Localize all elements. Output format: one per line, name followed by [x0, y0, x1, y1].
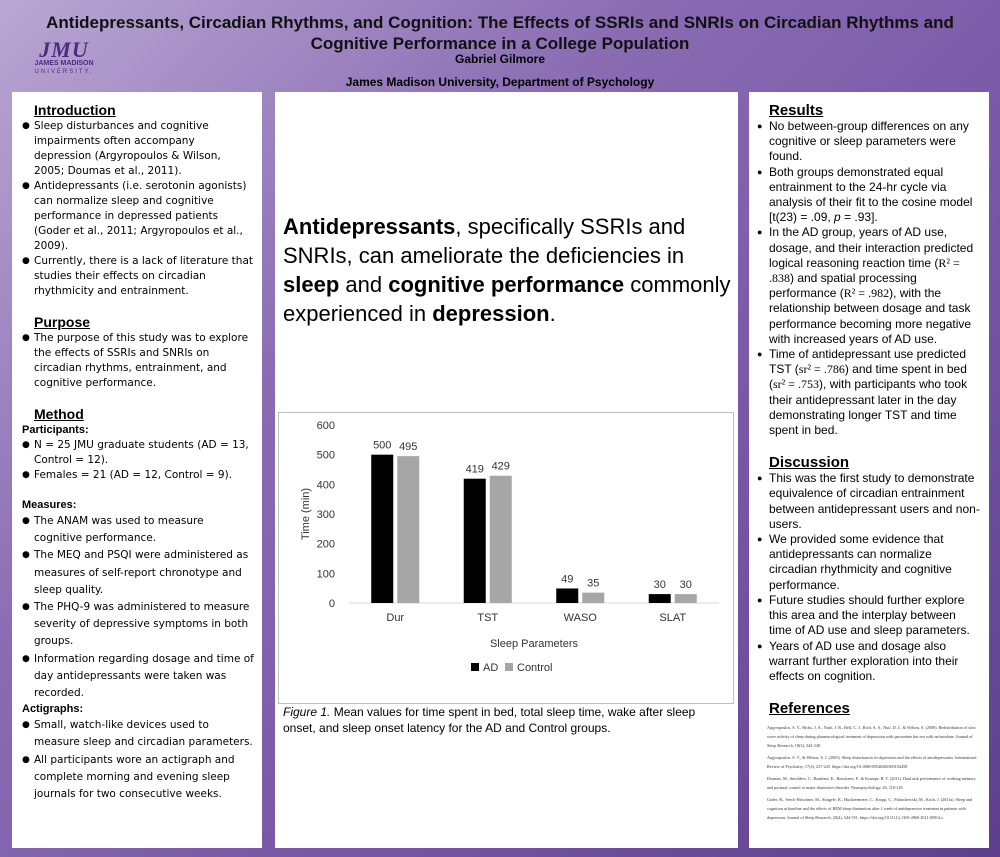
method-heading: Method	[34, 406, 84, 422]
left-panel	[12, 92, 262, 848]
list-item: ● The purpose of this study was to explore the effects of SSRIs and SNRIs on circadian rhythms, entrainment, and cognitive performance.	[22, 331, 254, 391]
list-item: ● All participants wore an actigraph and complete morning and evening sleep journals for two consecutive weeks.	[22, 752, 254, 804]
headline-text-4: .	[549, 301, 556, 326]
data-label: 30	[653, 579, 666, 592]
reference-item: Argyropoulos, S. V., & Wilson, S. J. (2005). Sleep disturbances in depression and the effects of antidepressants. International Review of Psychiatry, 17(4), 237-245. https://doi.org/10.1080/09540260500104458	[767, 755, 977, 770]
bar-ad-dur	[371, 455, 393, 603]
headline-text-2: and	[339, 272, 389, 297]
list-item	[757, 225, 981, 347]
list-item: ● Females = 21 (AD = 12, Control = 9).	[22, 468, 254, 483]
y-tick-label: 100	[316, 568, 335, 581]
purpose-list	[22, 331, 254, 391]
y-tick-label: 400	[316, 479, 335, 492]
result-text: = .93].	[840, 210, 878, 225]
y-tick-label: 600	[316, 420, 335, 432]
logo-mark: JMU	[39, 37, 89, 62]
caption-label: Figure 1.	[283, 705, 331, 719]
y-tick-label: 500	[316, 449, 335, 462]
participants-list	[22, 438, 254, 483]
data-label: 30	[679, 579, 692, 592]
actigraphs-list	[22, 717, 254, 803]
bar-ad-waso	[556, 588, 578, 603]
reference-item: Argyropoulos, S. V., Hicks, J. A., Nash, J. R., Bell, C. J., Rich, A. S., Nutt, D. J., & Wilson, S. (2009). Redistribution of slow wave activity of sleep during pharmacological treatment of depression with paroxetine but not with nefazodone. Journal of Sleep Research, 18(3), 342-348.	[767, 725, 977, 749]
figure-1-chart	[278, 412, 734, 704]
stat-value: R² = .982	[843, 286, 890, 301]
poster-affiliation: James Madison University, Department of Psychology	[345, 75, 655, 89]
discussion-list	[757, 471, 981, 684]
headline-bold-4: depression	[432, 301, 550, 326]
list-item: ● No between-group differences on any cognitive or sleep parameters were found.	[757, 119, 981, 165]
legend-swatch	[505, 663, 513, 671]
actigraphs-label: Actigraphs:	[22, 703, 84, 716]
result-text: ) and spatial processing performance (	[769, 271, 917, 301]
list-item: ● Antidepressants (i.e. serotonin agonists) can normalize sleep and cognitive performance in depressed patients (Goder et al., 2011; Argyropoulos et al., 2009).	[22, 179, 254, 254]
discussion-heading: Discussion	[769, 454, 850, 472]
x-axis-label: Sleep Parameters	[489, 638, 579, 650]
y-axis-label: Time (min)	[300, 487, 312, 541]
y-tick-label: 300	[316, 509, 335, 521]
y-tick-label: 0	[328, 598, 335, 610]
right-panel	[749, 92, 989, 848]
participants-label: Participants:	[22, 424, 89, 436]
results-list	[757, 119, 981, 438]
logo-university: UNIVERSITY.	[34, 69, 94, 75]
data-label: 500	[373, 439, 392, 452]
list-item	[757, 165, 981, 226]
reference-item: Goder, R., Seeck-Hirschner, M., Stingele, K., Huchzermeier, C., Kropp, C., Palaschewski, M., Koch, J. (2011a). Sleep and cognition at baseline and the effects of REM sleep diminution after 1 week of antidepressive treatment in patients with depression. Journal of Sleep Research, 20(4), 544-551. https://doi.org/10.1111/j.1365-2869.2011.00914.x	[767, 797, 973, 821]
logo-name: JAMES MADISON	[34, 60, 94, 67]
measures-label: Measures:	[22, 499, 77, 511]
bar-control-dur	[397, 456, 419, 603]
list-item: ● Information regarding dosage and time of day antidepressants were taken was recorded.	[22, 651, 254, 703]
list-item: ● The MEQ and PSQI were administered as measures of self-report chronotype and sleep quality.	[22, 547, 254, 599]
references-list	[767, 723, 981, 822]
caption-text: Mean values for time spent in bed, total sleep time, wake after sleep onset, and sleep onset latency for the AD and Control groups.	[283, 705, 696, 735]
result-text: Time of antidepressant use predicted TST (	[769, 347, 966, 377]
legend-label: AD	[483, 662, 499, 674]
reference-item: Doumas, M., Smolders, C., Brunfaut, E., Bouckaert, F., & Krampe, R. T. (2011). Dual task performance of working memory and postural control in major depressive disorder. Neuropsychology, 26, 110-118.	[767, 776, 976, 791]
x-tick-label: SLAT	[659, 612, 687, 624]
headline-text-3: commonly experienced in	[283, 272, 731, 326]
bar-control-waso	[582, 593, 604, 603]
list-item: ● We provided some evidence that antidepressants can normalize circadian rhythmicity and cognitive performance.	[757, 532, 981, 593]
measures-list	[22, 513, 254, 702]
x-tick-label: WASO	[563, 612, 597, 624]
introduction-list	[22, 119, 254, 299]
list-item: ● Currently, there is a lack of literature that studies their effects on circadian rhythmicity and entrainment.	[22, 254, 254, 299]
y-tick-label: 200	[316, 538, 335, 551]
stat-value: sr² = .753	[773, 377, 820, 392]
legend-label: Control	[517, 662, 553, 674]
list-item: ● Sleep disturbances and cognitive impairments often accompany depression (Argyropoulos & Wilson, 2005; Doumas et al., 2011).	[22, 119, 254, 179]
bar-ad-tst	[464, 479, 486, 603]
key-finding-statement	[283, 212, 733, 328]
result-text: Both groups demonstrated equal entrainment to the 24-hr cycle via analysis of their fit to the cosine model [t(23) = .09,	[769, 164, 973, 225]
bar-control-tst	[490, 476, 512, 603]
list-item: ● Years of AD use and dosage also warrant further exploration into their effects on cognition.	[757, 639, 981, 685]
figure-caption	[283, 704, 723, 736]
p-symbol: p	[834, 210, 841, 225]
results-heading: Results	[769, 102, 824, 119]
headline-bold-1: Antidepressants	[283, 214, 456, 239]
x-tick-label: Dur	[386, 612, 405, 624]
data-label: 419	[465, 463, 484, 476]
result-text: ), with participants who took their antidepressant later in the day demonstrating longer TST and time spent in bed.	[769, 377, 968, 438]
result-text: In the AD group, years of AD use, dosage, and their interaction predicted logical reasoning reaction time (	[769, 225, 974, 270]
list-item: ● This was the first study to demonstrate equivalence of circadian entrainment between antidepressant users and non-users.	[757, 471, 981, 532]
result-text: ) and time spent in bed (	[769, 362, 967, 392]
list-item: ● Future studies should further explore this area and the interplay between time of AD use and sleep parameters.	[757, 593, 981, 639]
references-heading: References	[769, 700, 850, 718]
list-item: ● N = 25 JMU graduate students (AD = 13, Control = 12).	[22, 438, 254, 468]
headline-bold-2: sleep	[283, 272, 340, 297]
poster-header	[0, 0, 1000, 92]
stat-value: R² = .838	[769, 255, 960, 286]
bar-control-slat	[675, 594, 697, 603]
list-item: ● Small, watch-like devices used to measure sleep and circadian parameters.	[22, 717, 254, 751]
list-item: ● The PHQ-9 was administered to measure severity of depressive symptoms in both groups.	[22, 599, 254, 651]
legend-swatch	[471, 663, 479, 671]
purpose-heading: Purpose	[34, 314, 91, 330]
list-item	[757, 347, 981, 438]
result-text: ), with the relationship between dosage and task performance becoming more negative with increased years of AD use.	[769, 286, 972, 346]
list-item: ● The ANAM was used to measure cognitive performance.	[22, 513, 254, 547]
poster-author: Gabriel Gilmore	[454, 52, 546, 66]
data-label: 495	[399, 441, 418, 454]
center-panel	[275, 92, 738, 848]
headline-text-1: , specifically SSRIs and SNRIs, can ameliorate the deficiencies in	[283, 214, 686, 268]
data-label: 49	[561, 573, 574, 586]
data-label: 35	[587, 577, 600, 590]
x-tick-label: TST	[477, 612, 499, 624]
headline-bold-3: cognitive performance	[388, 272, 625, 297]
stat-value: sr² = .786	[798, 362, 845, 377]
bar-chart-svg	[279, 413, 735, 705]
poster-title: Antidepressants, Circadian Rhythms, and Cognition: The Effects of SSRIs and SNRIs on Circadian Rhythms and Cognitive Performance in a College Population	[46, 13, 954, 53]
data-label: 429	[491, 460, 510, 473]
introduction-heading: Introduction	[34, 102, 116, 118]
bar-ad-slat	[649, 594, 671, 603]
